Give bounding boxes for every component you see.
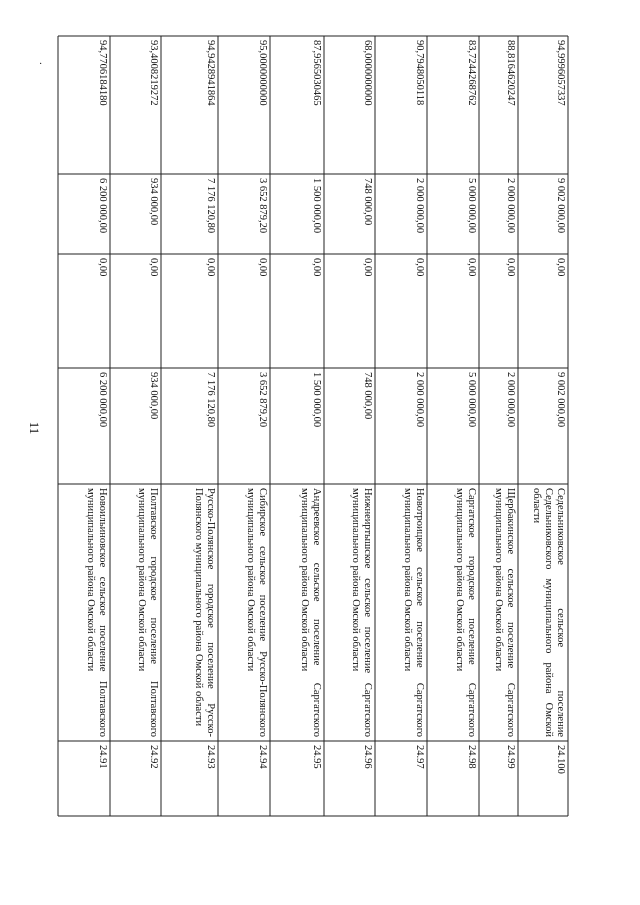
cell-settlement-name: Саргатское городское поселение Саргатского муниципального района Омской области xyxy=(454,488,477,737)
cell-percent: 68,0000000000 xyxy=(362,40,373,106)
cell-total: 9 002 000,00 xyxy=(555,178,566,234)
cell-zero: 0,00 xyxy=(414,258,425,277)
cell-settlement-name: Новотроицкое сельское поселение Саргатского муниципального района Омской области xyxy=(402,488,425,737)
cell-amount: 934 000,00 xyxy=(148,372,159,420)
cell-percent: 90,7948050118 xyxy=(414,40,425,106)
cell-total: 1 500 000,00 xyxy=(311,178,322,234)
cell-zero: 0,00 xyxy=(97,258,108,277)
cell-row-number: 24.91 xyxy=(97,745,108,769)
cell-row-number: 24.100 xyxy=(555,745,566,774)
cell-total: 2 000 000,00 xyxy=(414,178,425,234)
cell-percent: 88,8164620247 xyxy=(505,40,516,106)
scan-speck: · xyxy=(39,59,43,70)
cell-settlement-name: Новоильиновское сельское поселение Полтавского муниципального района Омской области xyxy=(85,488,108,737)
cell-total: 2 000 000,00 xyxy=(505,178,516,234)
table-cells xyxy=(58,36,568,816)
cell-settlement-name: Русско-Полянское городское поселение Русско-Полянского муниципального района Омской области xyxy=(193,488,216,737)
cell-total: 6 200 000,00 xyxy=(97,178,108,234)
cell-percent: 87,9565030465 xyxy=(311,40,322,106)
cell-amount: 3 652 879,20 xyxy=(257,372,268,428)
cell-total: 5 000 000,00 xyxy=(466,178,477,234)
cell-percent: 94,9996057337 xyxy=(555,40,566,106)
cell-settlement-name: Сибирское сельское поселение Русско-Полянского муниципального района Омской области xyxy=(245,488,268,737)
cell-percent: 95,0000000000 xyxy=(257,40,268,106)
cell-zero: 0,00 xyxy=(311,258,322,277)
cell-total: 748 000,00 xyxy=(362,178,373,226)
cell-percent: 94,7706184180 xyxy=(97,40,108,106)
cell-row-number: 24.95 xyxy=(311,745,322,769)
cell-zero: 0,00 xyxy=(466,258,477,277)
cell-settlement-name: Седельниковское сельское поселение Седельниковского муниципального района Омской области xyxy=(531,488,566,737)
cell-total: 7 176 120,80 xyxy=(205,178,216,234)
cell-amount: 2 000 000,00 xyxy=(414,372,425,428)
cell-amount: 9 002 000,00 xyxy=(555,372,566,428)
cell-row-number: 24.97 xyxy=(414,745,425,769)
cell-settlement-name: Андреевское сельское поселение Саргатского муниципального района Омской области xyxy=(299,488,322,737)
cell-zero: 0,00 xyxy=(257,258,268,277)
cell-total: 3 652 879,20 xyxy=(257,178,268,234)
cell-amount: 748 000,00 xyxy=(362,372,373,420)
cell-row-number: 24.94 xyxy=(257,745,268,769)
page-number: 11 xyxy=(27,421,42,435)
cell-amount: 5 000 000,00 xyxy=(466,372,477,428)
cell-row-number: 24.92 xyxy=(148,745,159,769)
cell-row-number: 24.98 xyxy=(466,745,477,769)
cell-percent: 94,9428941864 xyxy=(205,40,216,106)
cell-row-number: 24.93 xyxy=(205,745,216,769)
cell-zero: 0,00 xyxy=(505,258,516,277)
cell-row-number: 24.96 xyxy=(362,745,373,769)
cell-settlement-name: Нижнеиртышское сельское поселение Саргатского муниципального района Омской области xyxy=(350,488,373,737)
cell-amount: 7 176 120,80 xyxy=(205,372,216,428)
cell-percent: 93,4008219272 xyxy=(148,40,159,106)
cell-zero: 0,00 xyxy=(148,258,159,277)
budget-table xyxy=(58,36,568,816)
cell-zero: 0,00 xyxy=(362,258,373,277)
cell-settlement-name: Полтавское городское поселение Полтавского муниципального района Омской области xyxy=(136,488,159,737)
cell-amount: 1 500 000,00 xyxy=(311,372,322,428)
cell-amount: 2 000 000,00 xyxy=(505,372,516,428)
cell-zero: 0,00 xyxy=(555,258,566,277)
cell-amount: 6 200 000,00 xyxy=(97,372,108,428)
cell-zero: 0,00 xyxy=(205,258,216,277)
cell-row-number: 24.99 xyxy=(505,745,516,769)
cell-settlement-name: Щербакинское сельское поселение Саргатского муниципального района Омской области xyxy=(493,488,516,737)
cell-percent: 83,7244268762 xyxy=(466,40,477,106)
cell-total: 934 000,00 xyxy=(148,178,159,226)
